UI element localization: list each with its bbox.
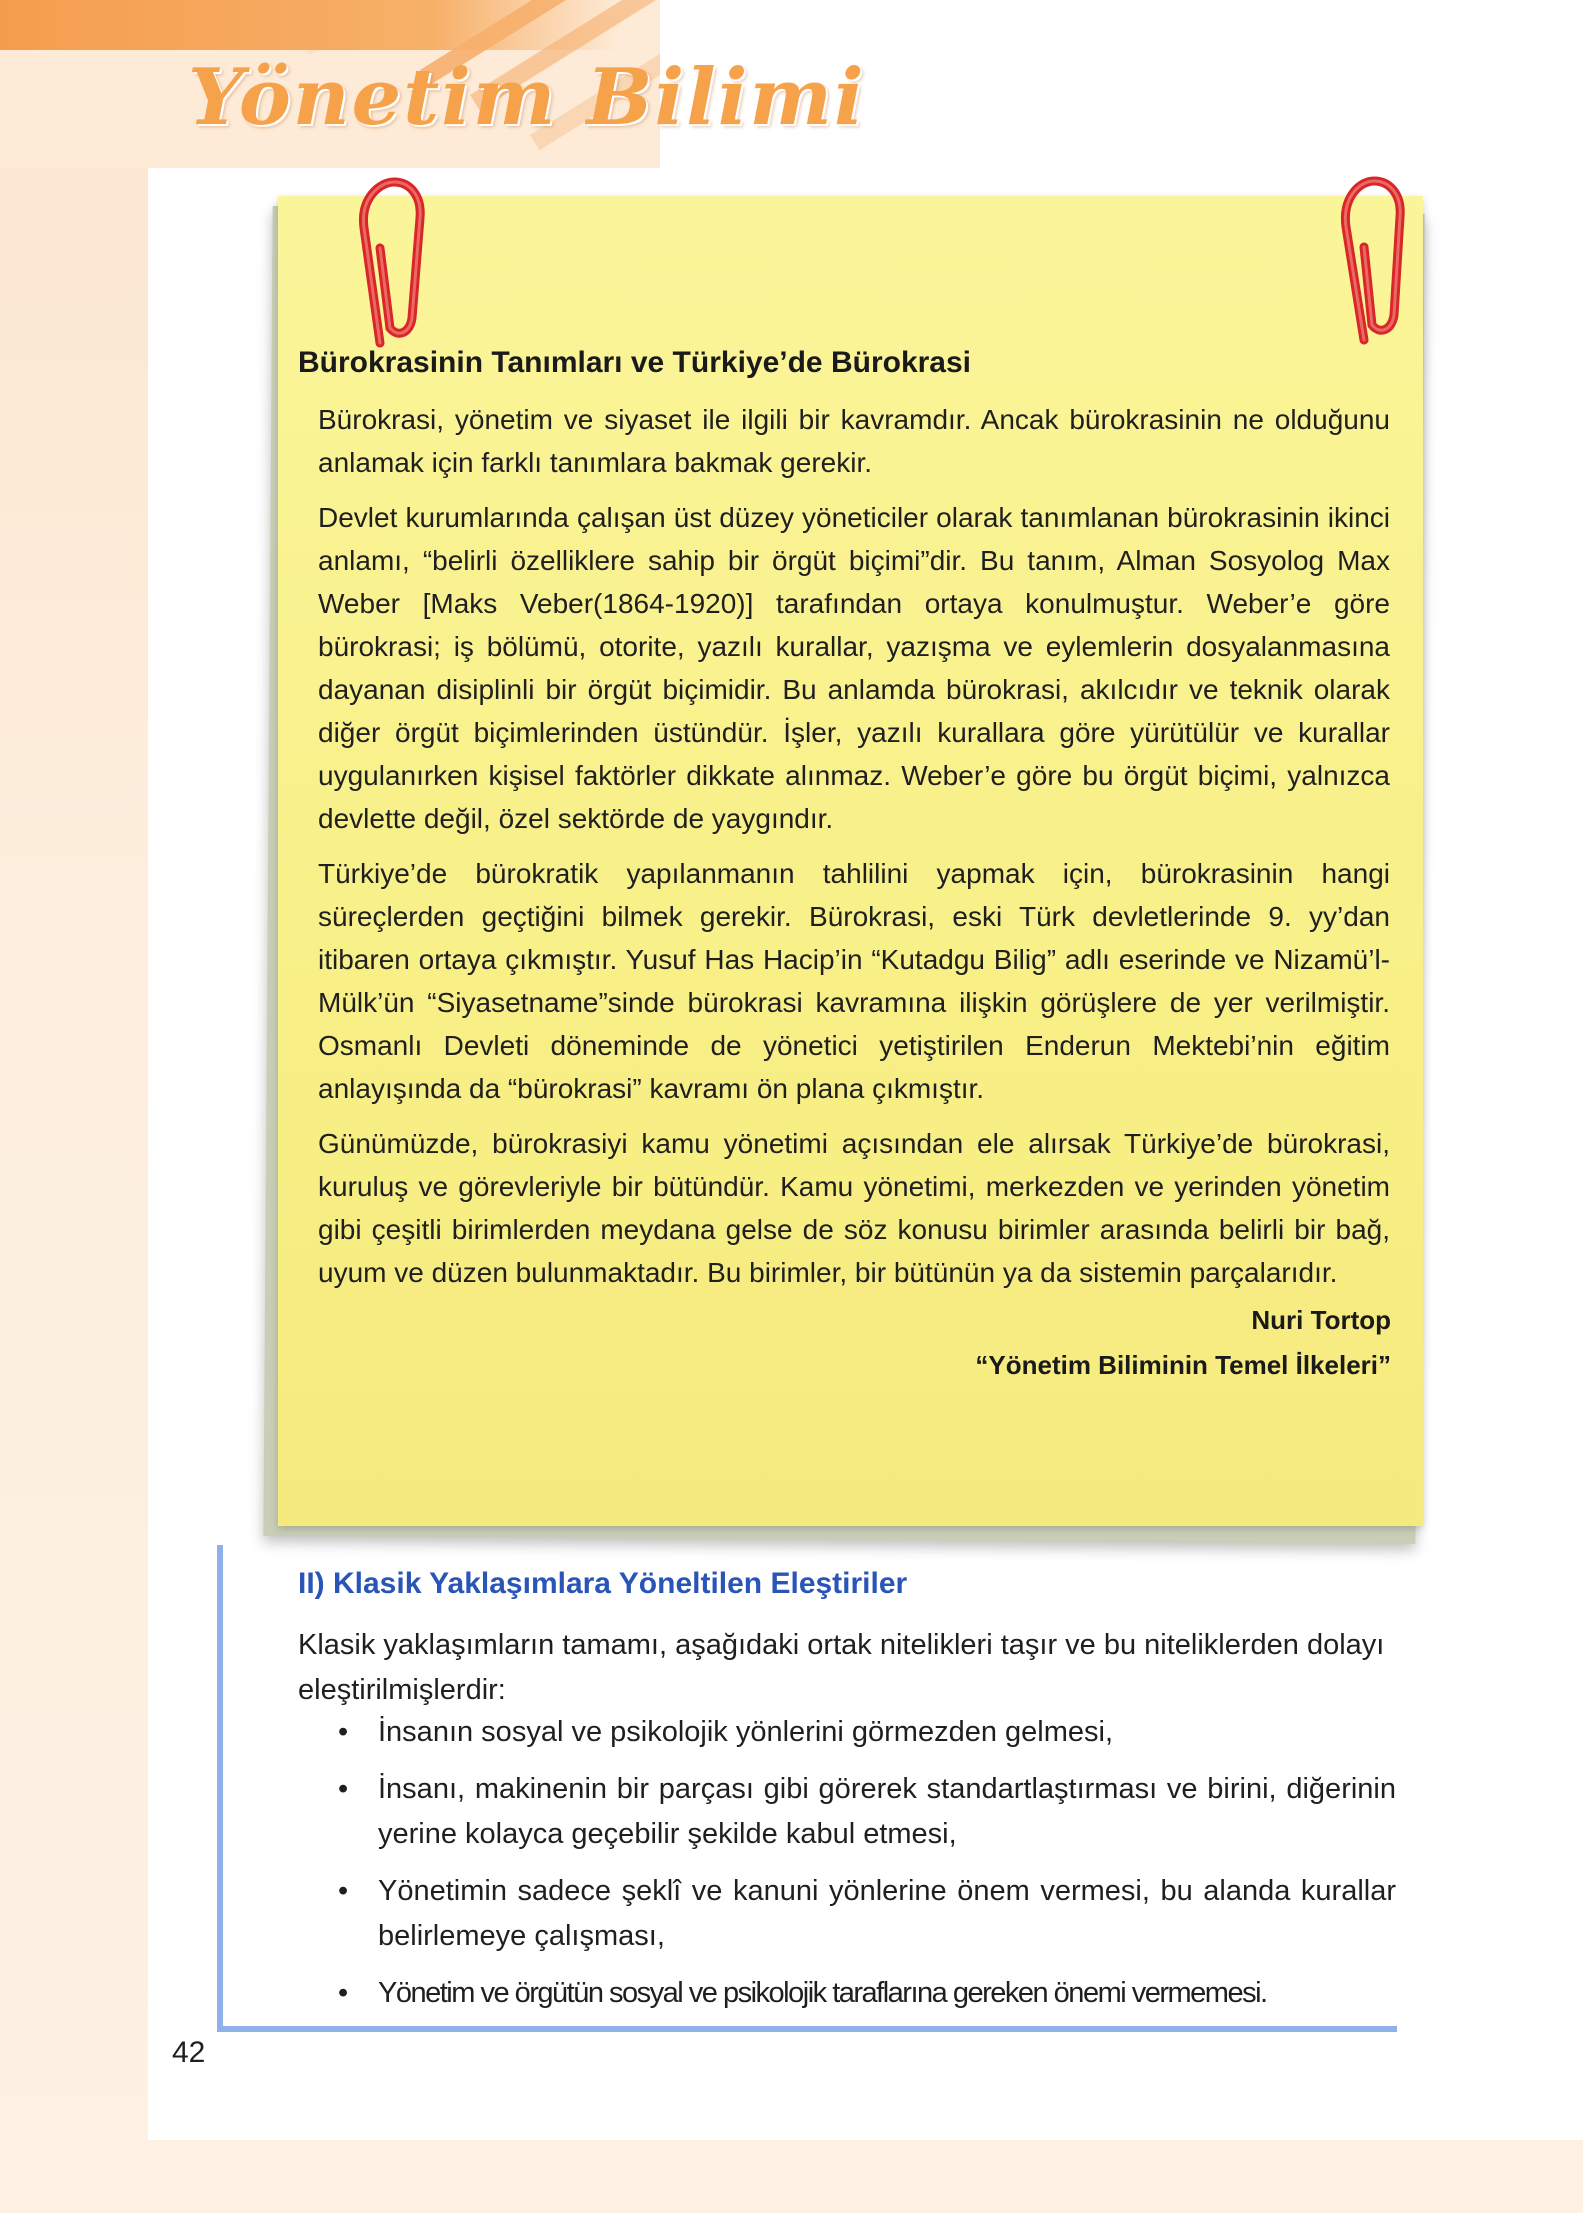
header-orange-bar bbox=[0, 0, 620, 50]
note-title: Bürokrasinin Tanımları ve Türkiye’de Bürokrasi bbox=[298, 346, 972, 379]
page-number: 42 bbox=[172, 2036, 206, 2069]
list-item-text: İnsanı, makinenin bir parçası gibi görerek standartlaştırması ve birini, diğerinin yerine kolayca geçebilir şekilde kabul etmesi, bbox=[378, 1773, 1396, 1850]
note-body bbox=[318, 398, 1390, 1306]
bullet-icon: • bbox=[338, 1716, 349, 1748]
list-item bbox=[298, 1710, 1396, 1755]
source-author: Nuri Tortop bbox=[1251, 1305, 1391, 1335]
list-item bbox=[298, 1767, 1396, 1857]
book-title: Yönetim Bilimi bbox=[188, 52, 866, 143]
list-item-text: İnsanın sosyal ve psikolojik yönlerini görmezden gelmesi, bbox=[378, 1716, 1114, 1748]
list-item bbox=[298, 1971, 1396, 2016]
section-intro: Klasik yaklaşımların tamamı, aşağıdaki ortak nitelikleri taşır ve bu niteliklerden dolayı eleştirilmişlerdir: bbox=[298, 1629, 1385, 1706]
bullet-icon: • bbox=[338, 1977, 349, 2009]
note-paragraph: Türkiye’de bürokratik yapılanmanın tahlilini yapmak için, bürokrasinin hangi süreçlerden geçtiğini bilmek gerekir. Bürokrasi, eski Türk devletlerinde 9. yy’dan itibaren ortaya çıkmıştır. Yusuf Has Hacip’in “Kutadgu Bilig” adlı eserinde ve Nizamü’l-Mülk’ün “Siyasetname”sinde bürokrasi kavramına ilişkin görüşlere de yer verilmiştir. Osmanlı Devleti döneminde de yönetici yetiştirilen Enderun Mektebi’nin eğitim anlayışında da “bürokrasi” kavramı ön plana çıkmıştır. bbox=[318, 858, 1390, 1104]
footer-decor-band bbox=[0, 2140, 1583, 2213]
bullet-icon: • bbox=[338, 1773, 349, 1805]
critique-list bbox=[298, 1710, 1396, 2028]
paperclip-left-icon bbox=[350, 168, 440, 358]
list-item bbox=[298, 1869, 1396, 1959]
list-item-text: Yönetim ve örgütün sosyal ve psikolojik taraflarına gereken önemi vermemesi. bbox=[378, 1977, 1267, 2009]
note-paragraph: Devlet kurumlarında çalışan üst düzey yöneticiler olarak tanımlanan bürokrasinin ikinci anlamı, “belirli özelliklere sahip bir örgüt biçimi”dir. Bu tanım, Alman Sosyolog Max Weber [Maks Veber(1864-1920)] tarafından ortaya konulmuştur. Weber’e göre bürokrasi; iş bölümü, otorite, yazılı kurallar, yazışma ve eylemlerin dosyalanmasına dayanan disiplinli bir örgüt biçimidir. Bu anlamda bürokrasi, akılcıdır ve teknik olarak diğer örgüt biçimlerinden üstündür. İşler, yazılı kurallara göre yürütülür ve kurallar uygulanırken kişisel faktörler dikkate alınmaz. Weber’e göre bu örgüt biçimi, yalnızca devlette değil, özel sektörde de yaygındır. bbox=[318, 502, 1390, 834]
left-decor-strip bbox=[0, 0, 148, 2213]
note-paragraph: Günümüzde, bürokrasiyi kamu yönetimi açısından ele alırsak Türkiye’de bürokrasi, kuruluş ve görevleriyle bir bütündür. Kamu yönetimi, merkezden ve yerinden yönetim gibi çeşitli birimlerden meydana gelse de söz konusu birimler arasında belirli bir bağ, uyum ve düzen bulunmaktadır. Bu birimler, bir bütünün ya da sistemin parçalarıdır. bbox=[318, 1128, 1390, 1288]
note-paragraph: Bürokrasi, yönetim ve siyaset ile ilgili bir kavramdır. Ancak bürokrasinin ne olduğunu anlamak için farklı tanımlara bakmak gerekir. bbox=[318, 404, 1390, 478]
section-heading: II) Klasik Yaklaşımlara Yöneltilen Eleştiriler bbox=[298, 1567, 908, 1600]
source-work-title: “Yönetim Biliminin Temel İlkeleri” bbox=[975, 1350, 1391, 1380]
bullet-icon: • bbox=[338, 1875, 349, 1907]
list-item-text: Yönetimin sadece şeklî ve kanuni yönlerine önem vermesi, bu alanda kurallar belirlemeye çalışması, bbox=[378, 1875, 1396, 1952]
section-frame-left bbox=[217, 1545, 223, 2032]
paperclip-right-icon bbox=[1328, 165, 1418, 355]
